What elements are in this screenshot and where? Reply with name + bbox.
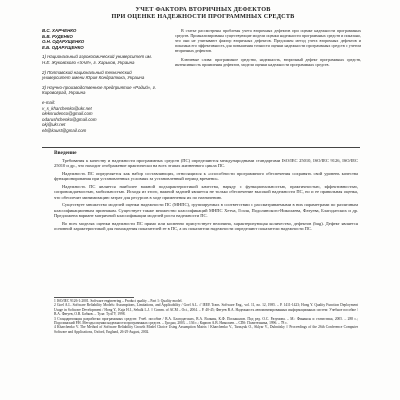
affiliation: 1) Национальный аэрокосмический университет им. Н.Е. Жуковского «ХАИ», г. Харьков, Украина [42,54,153,65]
section-heading: Введение [54,150,77,156]
body-paragraph: Надежность ПС определяется как набор составляющих, относящихся к «способности программного обеспечения сохранять свой уровень качества функционирования при установленных условиях за установленный период времени». [54,171,358,182]
email-address[interactable]: oleksrudenco@gmail.com [42,111,93,117]
email-address[interactable]: v_s_kharchenko@ukr.net [42,105,92,111]
section-divider [42,147,360,148]
footnotes [54,299,358,334]
body-paragraph: Надежность ПС является наиболее важной подхарактеристикой качества, наряду с функциональностью, практичностью, эффективностью, сопровождаемостью, мобильностью. Исходя из этого, важной задачей является не только обеспечение высокой надежности ПС, но и ее правильная оценка, что обеспечит минимизацию затрат для ресурсов в ходе применения их по назначению. [54,184,358,200]
abstract [175,28,361,71]
footnote-divider [54,297,134,298]
body-paragraph: Во всех моделях оценки надежности ПС прямо или косвенно присутствует величина, характеризующая количество, дефектов (bug). Дефект является основной характеристикой для нахождения показателей ее в ПС, а их показатели надежности определяют показатели надежности ПС. [54,220,358,232]
abstract-text: В статье рассмотрены проблемы учета вторичных дефектов при оценке надежности программных средств. Проанализированы существующие модели оценки надежности программных средств и показано, что они не учитывают фактор вторичных дефектов. Предложен метод учета вторичных дефектов и показана его эффективность для повышения точности оценки надежности программных средств с учетом вторичных дефектов. [175,28,361,53]
keywords: Ключевые слова: программное средство, надежность, вторичный дефект программных средств, интенсивность проявления дефектов, модели оценки надежности программных средств. [175,57,361,67]
body-text [54,158,358,234]
footnote: 1 ISO/IEC 9126-1:2001. Software engineering – Product quality – Part 1: Quality model. [54,299,183,303]
author-block [42,28,160,134]
body-paragraph: Существует множество моделей оценки надежности ПС (МНПС), группируемых в соответствии с рассматриваемыми в них параметрами по различным классификационным признакам. Существует также множество классификаций МНПС Хетча, Гоэля, Подолинского-Николаева, Фатуева, Благодатских и др. Предложена вариант матричной классификации моделей роста надежности ПС. [54,202,358,219]
title-line: УЧЕТ ФАКТОРА ВТОРИЧНЫХ ДЕФЕКТОВ [135,6,271,13]
email-label: e-mail: [42,99,56,105]
footnote: 2 Goel A.L. Software Reliability Models: Assumptions, Limitations, and Applicability / Goel A.L. // IEEE Trans. Software Eng., vol. 11, no. 12, 1985. – P. 1411-1423; Hong Y. Quality Function Deployment Usage in Software Development / Hong Y., Kaja H.I., Sebalk L.J. // Comm. of ACM – Oct., 2004. – P. 40-45; Фатуев В.А. Надежность автоматизированных информационных систем: Учебное пособие / В.А. Фатуев, О.В. Бабков. – Тула: ТулГУ, 1998. [54,303,358,317]
paper-title [96,6,310,20]
author-name: Б.В. РУДЕНКО [42,33,73,39]
affiliation: 2) Полтавский национальный технический университет имени Юрия Кондратюка, Украина [42,69,145,81]
author-name: О.Н. ОДАРУЩЕНКО [42,39,85,45]
author-name: Е.Б. ОДАРУЩЕНКО [42,44,84,50]
email-address[interactable]: eb@kaust@gmail.com [42,127,87,133]
body-paragraph: Требования к качеству и надежности программных средств (ПС) определяются международными стандартами ISO/IEC 25010, ISO/IEC 9126, ISO/IEC 25010 и др., что находит отображение практически на всех этапах жизненного цикла ПС. [54,158,358,169]
title-line: ПРИ ОЦЕНКЕ НАДЕЖНОСТИ ПРОГРАММНЫХ СРЕДСТВ [111,13,295,20]
footnote: 4 Kharchenko V. The Method of Software Reliability Growth Model Choice Using Assumption Matrix / Kharchenko V., Tarasyuk O., Sklyar V., Dubnitsky // Proceedings of the 26th Conference Computer Software and Applications, Oxford, England, 26-29 August, 2002. [54,325,358,334]
author-name: В.С. ХАРЧЕНКО [42,28,77,33]
footnote: 3 Стандартизация разработки программных средств: Учеб. пособие / В.А. Благодатских, В.А. Волнин, К.Ф. Поскакалов. Под ред. О.С. Разумова. – М.: Финансы и статистика, 2005. – 288 с.; Подолинский Р.Н. Методы оценки надежности программных средств. – Гродно, 2003. – 136 с.; Карпов А.В. Николаев. – СПб: Политехника, 1996. – 78 с. [54,316,358,326]
affiliation: 3) Научно-производственное предприятие «Радий», г. Кировоград, Украина [42,84,157,96]
email-address[interactable]: odarushchenko@gmail.com [42,116,97,122]
email-address[interactable]: okj@ukr.net [42,122,66,128]
